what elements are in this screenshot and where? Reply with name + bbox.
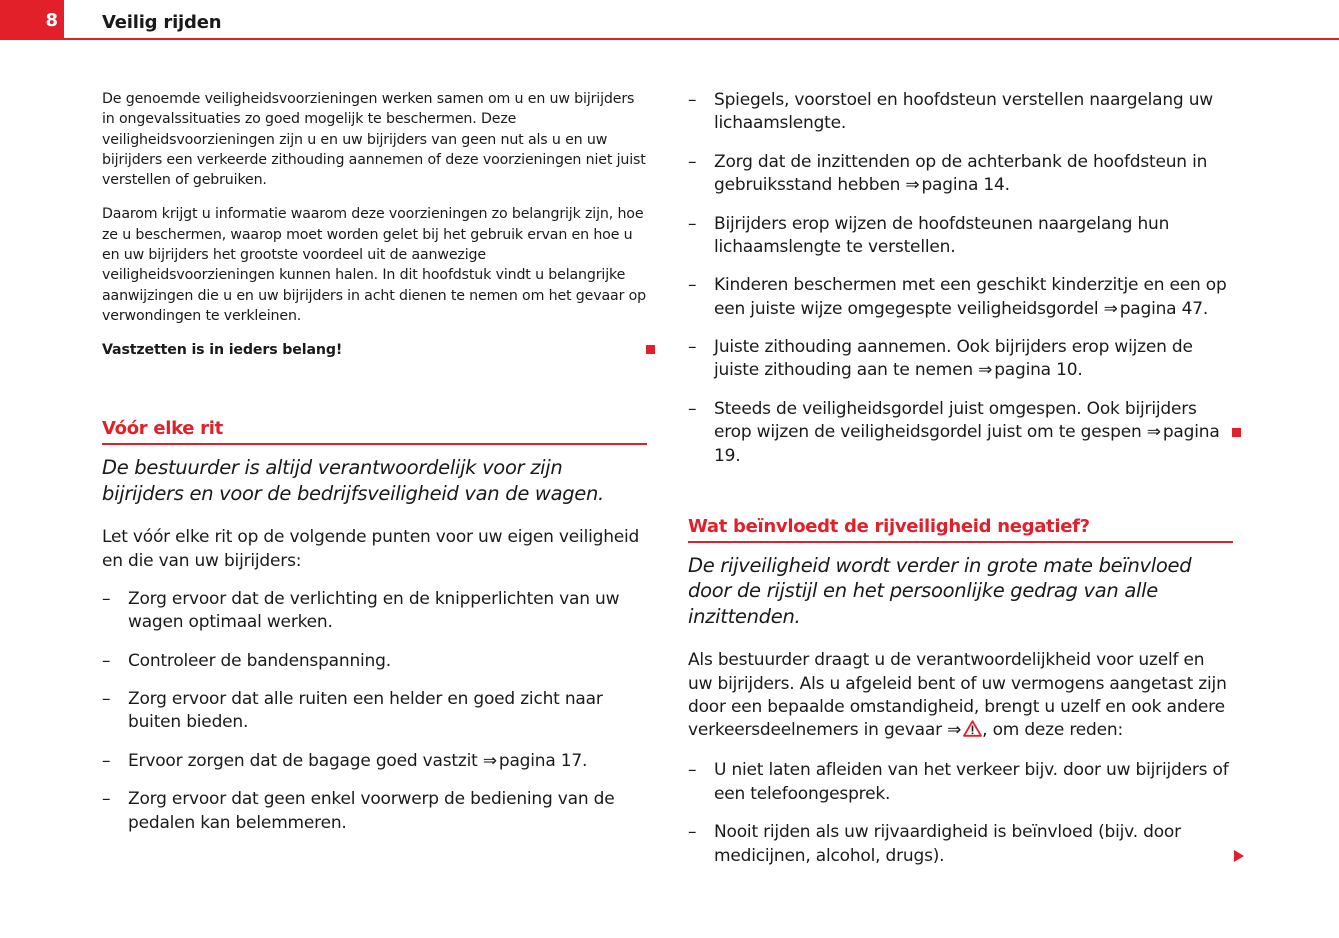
section-intro: Als bestuurder draagt u de verantwoordelijkheid voor uzelf en uw bijrijders. Als u afgeleid bent of uw vermogens aangetast zijn door een bepaalde omstandigheid, brengt u uzelf en ook andere verkeersdeelnemers in gevaar ⇒ , om deze reden: (688, 649, 1233, 744)
section-voor-elke-rit (102, 417, 647, 835)
checklist (102, 588, 647, 835)
list-item: – Juiste zithouding aannemen. Ook bijrijders erop wijzen de juiste zithouding aan te nemen ⇒ pagina 10. (688, 337, 1193, 381)
list-item: – Zorg ervoor dat de verlichting en de knipperlichten van uw wagen optimaal werken. (102, 588, 620, 633)
reference-arrow-icon: ⇒ (905, 175, 920, 196)
dash-bullet: – (688, 151, 697, 172)
dash-bullet: – (102, 750, 111, 771)
intro-paragraph: De genoemde veiligheidsvoorzieningen werken samen om u en uw bijrijders in ongevalssituaties zo goed mogelijk te beschermen. Deze veiligheidsvoorzieningen zijn u en uw bijrijders van geen nut als u en uw bijrijders een verkeerde zithouding aannemen of deze voorzieningen niet juist verstellen of gebruiken. (102, 91, 646, 189)
checklist-continued (688, 89, 1233, 468)
header-divider (64, 38, 1339, 40)
section-lead: De bestuurder is altijd verantwoordelijk voor zijn bijrijders en voor de bedrijfsveiligheid van de wagen. (102, 456, 604, 505)
reference-arrow-icon: ⇒ (482, 750, 497, 771)
end-of-section-icon (1232, 428, 1241, 437)
section-lead: De rijveiligheid wordt verder in grote mate beïnvloed door de rijstijl en het persoonlijke gedrag van alle inzittenden. (688, 553, 1192, 628)
list-item: – Kinderen beschermen met een geschikt kinderzitje en een op een juiste wijze omgegespte veiligheidsgordel ⇒ pagina 47. (688, 275, 1227, 319)
dash-bullet: – (102, 689, 111, 710)
dash-bullet: – (102, 650, 111, 671)
reasons-list (688, 759, 1233, 867)
list-item: – Nooit rijden als uw rijvaardigheid is beïnvloed (bijv. door medicijnen, alcohol, drugs). (688, 821, 1233, 868)
continued-next-page-icon (1234, 850, 1244, 862)
reference-arrow-icon: ⇒ (1103, 298, 1118, 319)
list-item: – Zorg dat de inzittenden op de achterbank de hoofdsteun in gebruiksstand hebben ⇒ pagina 14. (688, 151, 1208, 196)
page-reference-link[interactable]: pagina 10 (994, 360, 1078, 381)
list-item: – U niet laten afleiden van het verkeer bijv. door uw bijrijders of een telefoongesprek. (688, 760, 1229, 804)
dash-bullet: – (688, 275, 697, 296)
section-rijveiligheid (688, 515, 1233, 868)
list-item: – Bijrijders erop wijzen de hoofdsteunen naargelang hun lichaamslengte te verstellen. (688, 213, 1170, 257)
dash-bullet: – (688, 398, 697, 419)
dash-bullet: – (102, 588, 111, 609)
list-item: – Spiegels, voorstoel en hoofdsteun verstellen naargelang uw lichaamslengte. (688, 90, 1213, 134)
section-intro: Let vóór elke rit op de volgende punten voor uw eigen veiligheid en die van uw bijrijders: (102, 527, 640, 571)
page-reference-link[interactable]: pagina 47 (1119, 298, 1203, 319)
chapter-title: Veilig rijden (102, 12, 222, 33)
dash-bullet: – (688, 822, 697, 843)
list-item: – Ervoor zorgen dat de bagage goed vastzit ⇒ pagina 17. (102, 750, 647, 773)
left-column (102, 89, 647, 850)
list-item: – Zorg ervoor dat geen enkel voorwerp de bediening van de pedalen kan belemmeren. (102, 789, 615, 833)
reference-arrow-icon: ⇒ (947, 720, 962, 741)
page-reference-link[interactable]: pagina 14 (921, 175, 1005, 196)
dash-bullet: – (102, 789, 111, 810)
dash-bullet: – (688, 90, 697, 110)
bold-statement-text: Vastzetten is in ieders belang! (102, 342, 343, 359)
page-number: 8 (45, 10, 58, 31)
page-reference-link[interactable]: pagina 17 (498, 750, 583, 771)
end-of-section-icon (646, 345, 655, 354)
dash-bullet: – (688, 760, 697, 781)
list-item: – Controleer de bandenspanning. (102, 650, 647, 673)
intro-paragraph: Daarom krijgt u informatie waarom deze voorzieningen zo belangrijk zijn, hoe ze u beschermen, waarop moet worden gelet bij het gebruik ervan en hoe u en uw bijrijders het grootste voordeel uit de aanwezige veiligheidsvoorzieningen kunnen halen. In dit hoofdstuk vindt u belangrijke aanwijzingen die u en uw bijrijders in acht dienen te nemen om het gevaar op verwondingen te verkleinen. (102, 206, 647, 324)
reference-arrow-icon: ⇒ (978, 360, 993, 381)
section-heading: Wat beïnvloedt de rijveiligheid negatief? (688, 515, 1233, 543)
bold-statement (102, 340, 647, 360)
section-heading: Vóór elke rit (102, 417, 647, 445)
reference-arrow-icon: ⇒ (1146, 422, 1161, 443)
dash-bullet: – (688, 337, 697, 358)
list-item: – Zorg ervoor dat alle ruiten een helder en goed zicht naar buiten bieden. (102, 689, 603, 733)
list-item: – Steeds de veiligheidsgordel juist omgespen. Ook bijrijders erop wijzen de veiligheidsgordel juist om te gespen ⇒ pagina 19. (688, 398, 1233, 468)
dash-bullet: – (688, 213, 697, 234)
right-column (688, 89, 1233, 883)
warning-triangle-icon[interactable] (963, 720, 982, 744)
page-reference-link[interactable]: pagina 19 (714, 422, 1220, 466)
